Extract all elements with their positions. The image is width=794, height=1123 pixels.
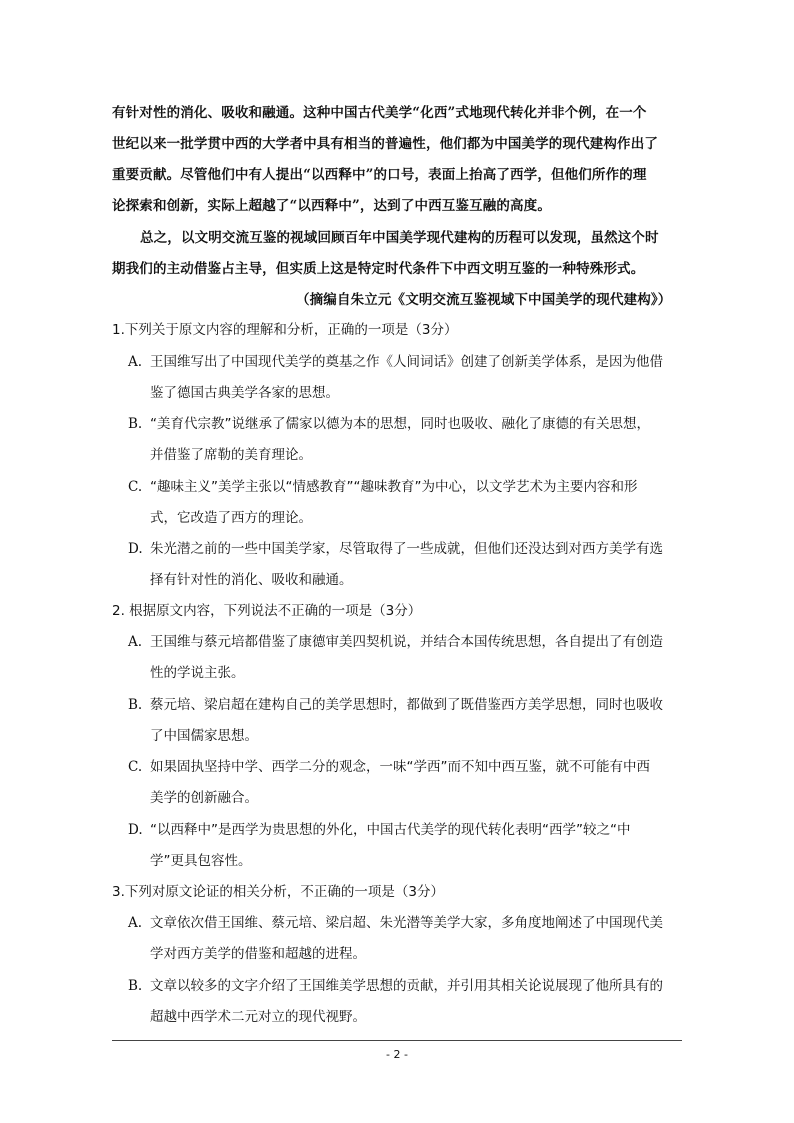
question-stem: 2. 根据原文内容，下列说法不正确的一项是（3分） <box>112 603 422 619</box>
option-line: 学”更具包容性。 <box>150 853 252 869</box>
option-text: “趣味主义”美学主张以“情感教育”“趣味教育”为中心，以文学艺术为主要内容和形 <box>150 479 638 495</box>
option-text: 文章以较多的文字介绍了王国维美学思想的贡献，并引用其相关论说展现了他所具有的 <box>150 978 663 994</box>
passage-line: 论探索和创新，实际上超越了“以西释中”，达到了中西互鉴互融的高度。 <box>112 198 551 214</box>
passage-line: 有针对性的消化、吸收和融通。这种中国古代美学“化西”式地现代转化并非个例，在一个 <box>112 105 647 121</box>
option-letter: C. <box>128 479 143 495</box>
option-line: 学对西方美学的借鉴和超越的进程。 <box>150 946 366 962</box>
source-citation: （摘编自朱立元《文明交流互鉴视域下中国美学的现代建构》） <box>296 292 672 308</box>
option-text: 朱光潜之前的一些中国美学家，尽管取得了一些成就，但他们还没达到对西方美学有选 <box>150 541 663 557</box>
passage-line: 总之，以文明交流互鉴的视域回顾百年中国美学现代建构的历程可以发现，虽然这个时 <box>140 230 659 246</box>
option-text: “美育代宗教”说继承了儒家以德为本的思想，同时也吸收、融化了康德的有关思想， <box>150 416 650 432</box>
option-letter: B. <box>128 697 143 713</box>
passage-line: 世纪以来一批学贯中西的大学者中具有相当的普遍性，他们都为中国美学的现代建构作出了 <box>112 136 658 152</box>
option-line: 鉴了德国古典美学各家的思想。 <box>150 385 339 401</box>
option-line <box>128 414 650 434</box>
option-line: 并借鉴了席勒的美育理论。 <box>150 447 312 463</box>
option-line: 美学的创新融合。 <box>150 790 258 806</box>
option-letter: C. <box>128 759 143 775</box>
option-line: 超越中西学术二元对立的现代视野。 <box>150 1009 366 1025</box>
option-line <box>128 539 663 559</box>
option-letter: B. <box>128 416 143 432</box>
option-text: “以西释中”是西学为贵思想的外化，中国古代美学的现代转化表明“西学”较之“中 <box>150 822 631 838</box>
option-text: 如果固执坚持中学、西学二分的观念，一味“学西”而不知中西互鉴，就不可能有中西 <box>150 759 650 775</box>
option-text: 王国维写出了中国现代美学的奠基之作《人间词话》创建了创新美学体系，是因为他借 <box>150 354 663 370</box>
question-stem: 3.下列对原文论证的相关分析，不正确的一项是（3分） <box>112 884 444 900</box>
page-number: - 2 - <box>386 1048 408 1061</box>
option-line <box>128 757 650 777</box>
option-line <box>128 695 663 715</box>
footer-divider <box>112 1040 682 1041</box>
option-letter: A. <box>128 915 143 931</box>
option-letter: B. <box>128 978 143 994</box>
option-line: 择有针对性的消化、吸收和融通。 <box>150 572 353 588</box>
passage-line: 重要贡献。尽管他们中有人提出“以西释中”的口号，表面上抬高了西学，但他们所作的理 <box>112 167 647 183</box>
option-text: 王国维与蔡元培都借鉴了康德审美四契机说，并结合本国传统思想，各自提出了有创造 <box>150 634 663 650</box>
option-line <box>128 913 663 933</box>
option-line <box>128 976 663 996</box>
option-letter: A. <box>128 354 143 370</box>
question-stem: 1.下列关于原文内容的理解和分析，正确的一项是（3分） <box>112 322 458 338</box>
option-text: 蔡元培、梁启超在建构自己的美学思想时，都做到了既借鉴西方美学思想，同时也吸收 <box>150 697 663 713</box>
option-letter: D. <box>128 822 143 838</box>
option-line <box>128 477 637 497</box>
option-line: 性的学说主张。 <box>150 665 245 681</box>
option-letter: A. <box>128 634 143 650</box>
option-line: 了中国儒家思想。 <box>150 728 258 744</box>
option-line <box>128 352 663 372</box>
option-text: 文章依次借王国维、蔡元培、梁启超、朱光潜等美学大家，多角度地阐述了中国现代美 <box>150 915 663 931</box>
passage-line: 期我们的主动借鉴占主导，但实质上这是特定时代条件下中西文明互鉴的一种特殊形式。 <box>112 261 645 277</box>
option-line <box>128 632 663 652</box>
option-letter: D. <box>128 541 143 557</box>
option-line <box>128 820 630 840</box>
option-line: 式，它改造了西方的理论。 <box>150 510 312 526</box>
